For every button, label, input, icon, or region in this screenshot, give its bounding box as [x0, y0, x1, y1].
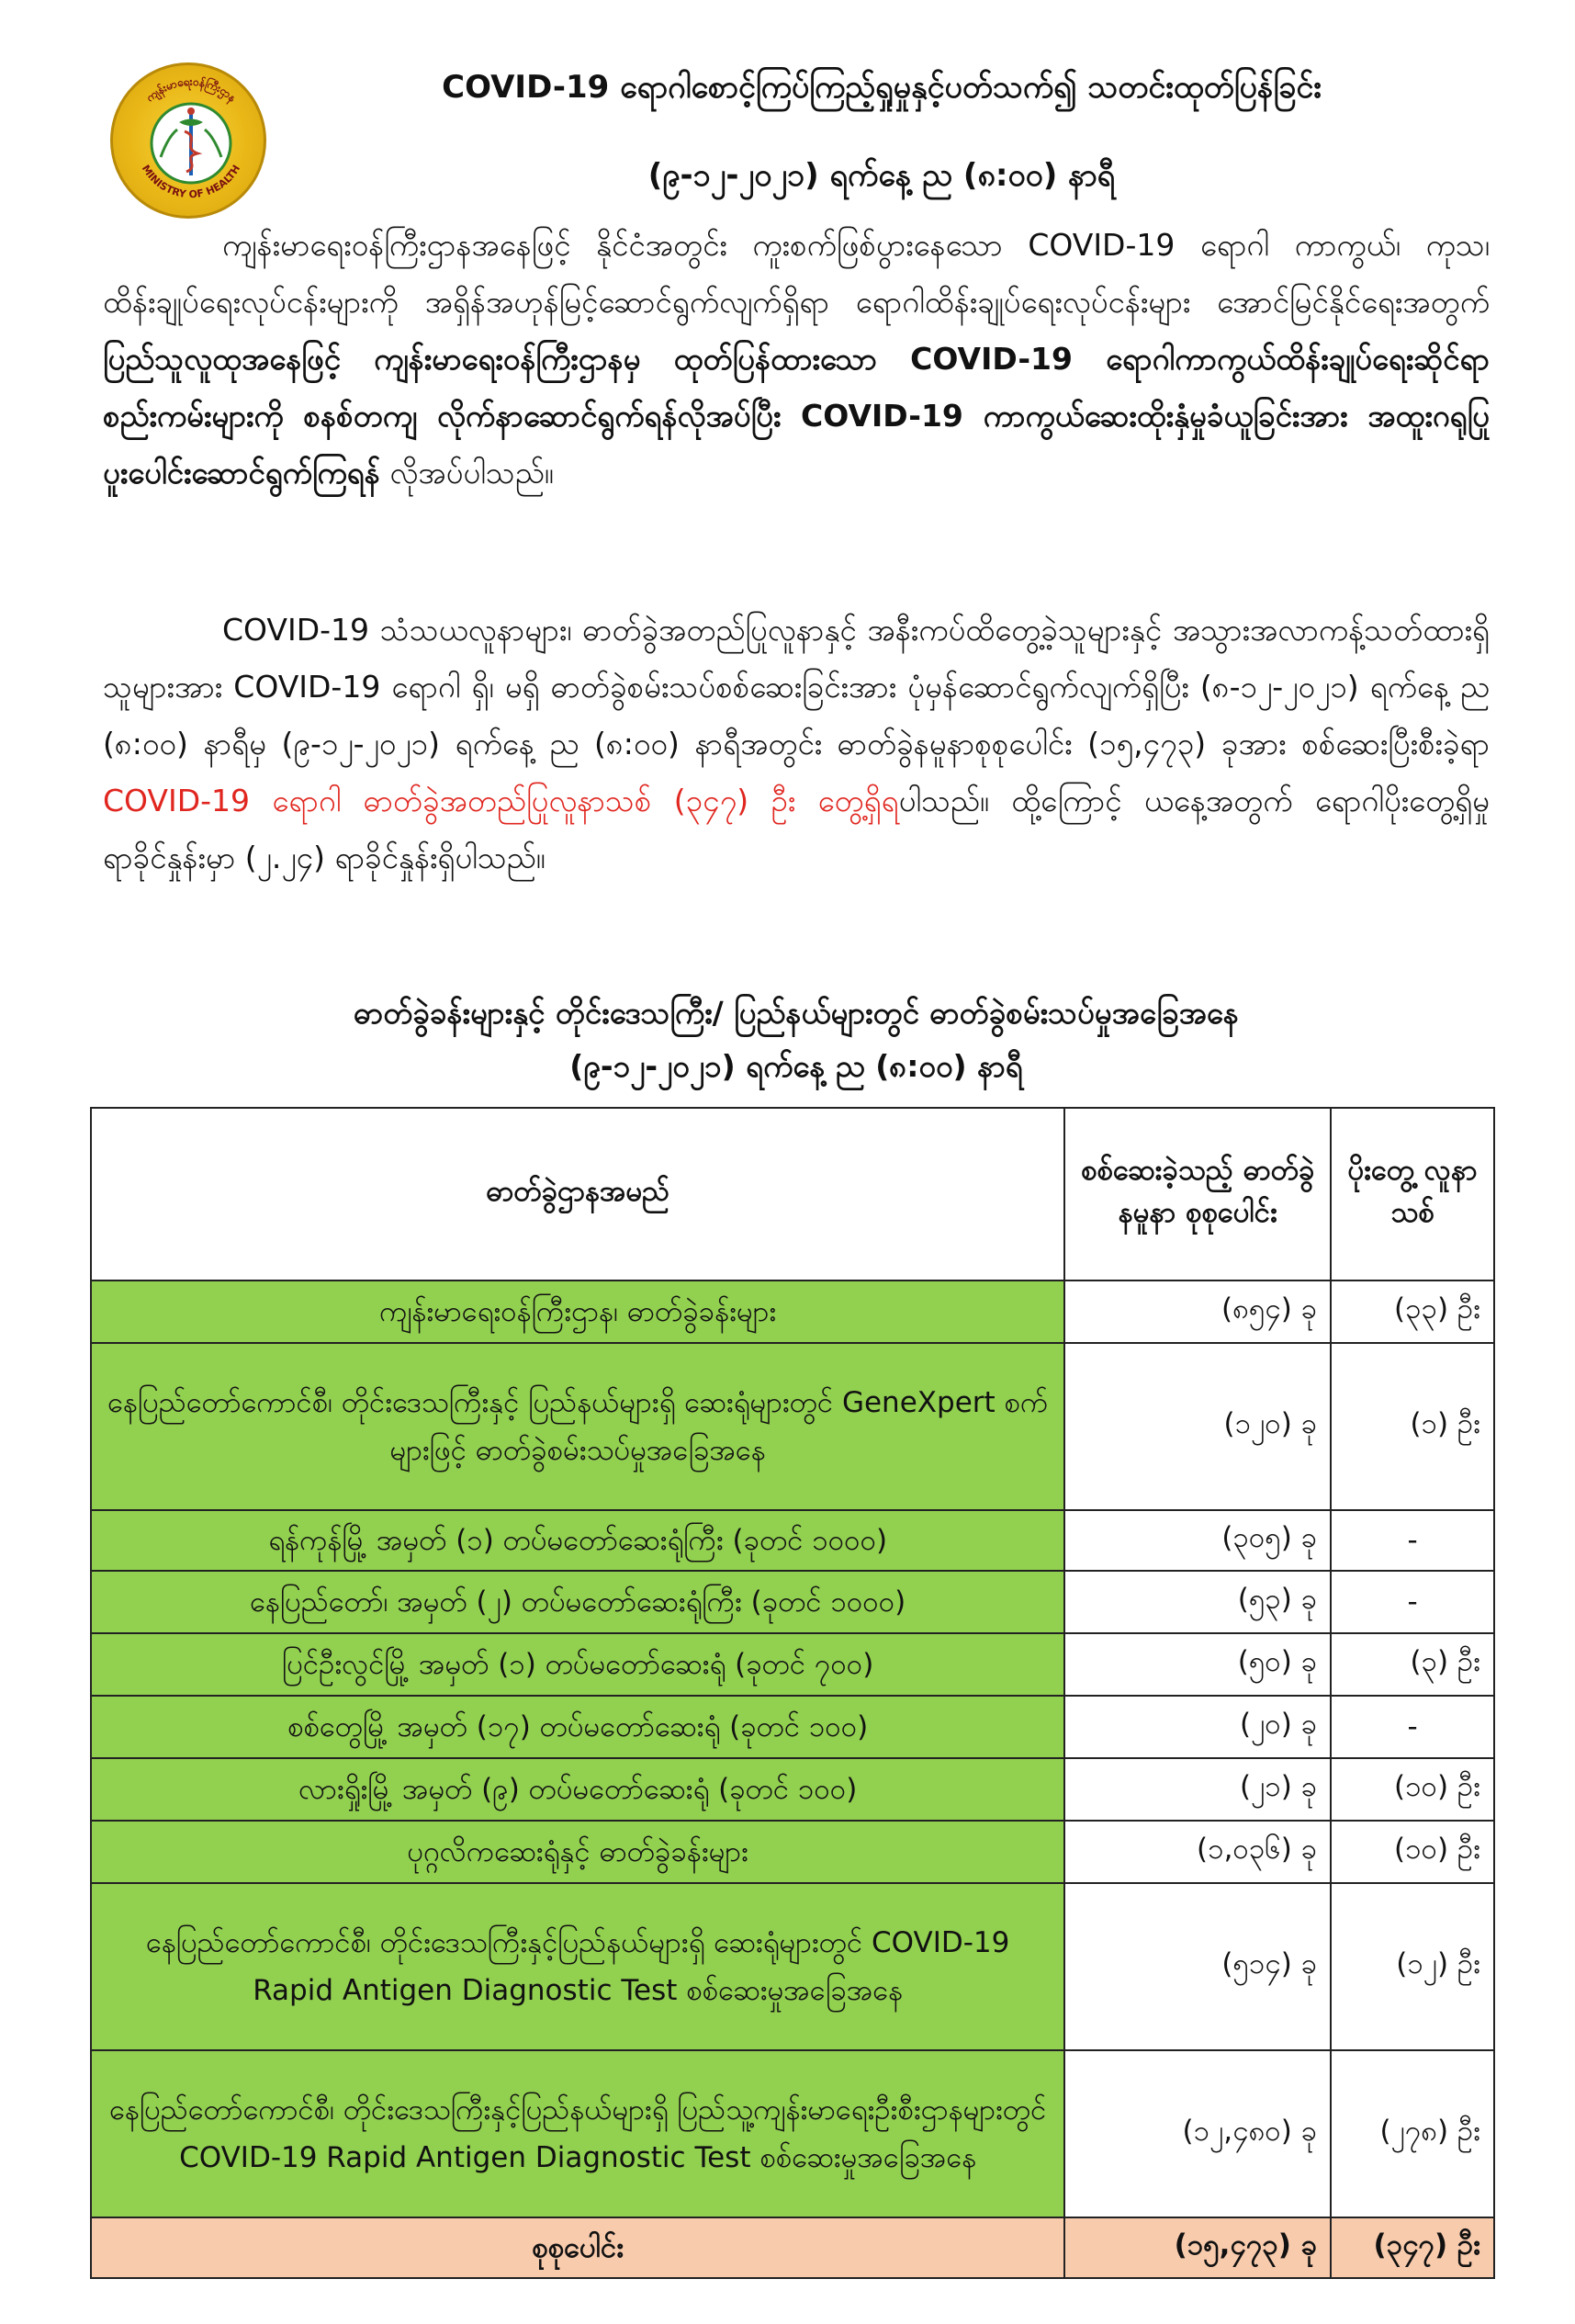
svg-text:ကျန်းမာရေးဝန်ကြီးဌာန: [143, 74, 239, 107]
positive-cell: (၃) ဦး: [1331, 1633, 1494, 1696]
table-date: (၉-၁၂-၂၀၂၁) ရက်နေ့ ည (၈:၀၀) နာရီ: [569, 1048, 1023, 1084]
paragraph-testing-text: COVID-19 သံသယလူနာများ၊ ဓာတ်ခွဲအတည်ပြုလူနာနှင့် အနီးကပ်ထိတွေ့ခဲ့သူများနှင့် အသွားအလာကန့်သတ်ထားရှိသူများအား COVID-19 ရောဂါ ရှိ၊ မရှိ ဓာတ်ခွဲစမ်းသပ်စစ်ဆေးခြင်းအား ပုံမှန်ဆောင်ရွက်လျက်ရှိပြီး (၈-၁၂-၂၀၂၁) ရက်နေ့ ည (၈:၀၀) နာရီမှ (၉-၁၂-၂၀၂၁) ရက်နေ့ ည (၈:၀၀) နာရီအတွင်း ဓာတ်ခွဲနမူနာစုစုပေါင်း (၁၅,၄၇၃) ခုအား စစ်ဆေးပြီးစီးခဲ့ရာ: [103, 612, 1490, 762]
lab-testing-table: [90, 1107, 1495, 2279]
lab-name-cell: ပြင်ဦးလွင်မြို့ အမှတ် (၁) တပ်မတော်ဆေးရုံ (ခုတင် ၇၀၀): [91, 1633, 1064, 1696]
lab-name-cell: ရန်ကုန်မြို့ အမှတ် (၁) တပ်မတော်ဆေးရုံကြီး (ခုတင် ၁၀၀၀): [91, 1510, 1064, 1571]
total-label-cell: စုစုပေါင်း: [91, 2217, 1064, 2278]
samples-cell: (၂၀) ခု: [1064, 1696, 1331, 1758]
positive-cell: (၁) ဦး: [1331, 1343, 1494, 1510]
paragraph-intro-bold: ပြည်သူလူထုအနေဖြင့် ကျန်းမာရေးဝန်ကြီးဌာနမှ ထုတ်ပြန်ထားသော COVID-19 ရောဂါကာကွယ်ထိန်းချုပ်ရေးဆိုင်ရာစည်းကမ်းများကို စနစ်တကျ လိုက်နာဆောင်ရွက်ရန်လိုအပ်ပြီး COVID-19 ကာကွယ်ဆေးထိုးနှံမှုခံယူခြင်းအား အထူးဂရုပြု ပူးပေါင်းဆောင်ရွက်ကြရန်: [103, 341, 1490, 491]
positive-cell: (၂၇၈) ဦး: [1331, 2050, 1494, 2217]
table-row: [91, 2050, 1494, 2217]
paragraph-intro: [103, 217, 1490, 502]
ministry-of-health-logo: [110, 62, 266, 219]
table-row: [91, 1633, 1494, 1696]
table-row: [91, 1343, 1494, 1510]
lab-name-cell: နေပြည်တော်ကောင်စီ၊ တိုင်းဒေသကြီးနှင့်ပြည်နယ်များရှိ ဆေးရုံများတွင် COVID-19 Rapid Antigen Diagnostic Test စစ်ဆေးမှုအခြေအနေ: [91, 1883, 1064, 2050]
samples-cell: (၁၂၀) ခု: [1064, 1343, 1331, 1510]
samples-cell: (၃၀၅) ခု: [1064, 1510, 1331, 1571]
table-row: [91, 1821, 1494, 1883]
samples-cell: (၈၅၄) ခု: [1064, 1280, 1331, 1343]
lab-name-cell: စစ်တွေမြို့ အမှတ် (၁၇) တပ်မတော်ဆေးရုံ (ခုတင် ၁၀၀): [91, 1696, 1064, 1758]
total-samples-cell: (၁၅,၄၇၃) ခု: [1064, 2217, 1331, 2278]
positive-cell: (၁၀) ဦး: [1331, 1821, 1494, 1883]
table-row: [91, 1280, 1494, 1343]
paragraph-intro-text: ကျန်းမာရေးဝန်ကြီးဌာနအနေဖြင့် နိုင်ငံအတွင်း ကူးစက်ဖြစ်ပွားနေသော COVID-19 ရောဂါ ကာကွယ်၊ ကုသ၊ ထိန်းချုပ်ရေးလုပ်ငန်းများကို အရှိန်အဟုန်မြင့်ဆောင်ရွက်လျက်ရှိရာ ရောဂါထိန်းချုပ်ရေးလုပ်ငန်းများ အောင်မြင်နိုင်ရေးအတွက်: [103, 227, 1490, 320]
table-title: ဓာတ်ခွဲခန်းများနှင့် တိုင်းဒေသကြီး/ ပြည်နယ်များတွင် ဓာတ်ခွဲစမ်းသပ်မှုအခြေအနေ: [354, 995, 1239, 1031]
page-date: (၉-၁၂-၂၀၂၁) ရက်နေ့ ည (၈:၀၀) နာရီ: [647, 157, 1116, 194]
samples-cell: (၅၀) ခု: [1064, 1633, 1331, 1696]
header-lab-name: ဓာတ်ခွဲဌာနအမည်: [91, 1108, 1064, 1280]
paragraph-intro-end: လိုအပ်ပါသည်။: [379, 455, 554, 491]
positive-cell: -: [1331, 1571, 1494, 1633]
lab-name-cell: ကျန်းမာရေးဝန်ကြီးဌာန၊ ဓာတ်ခွဲခန်းများ: [91, 1280, 1064, 1343]
positive-cell: -: [1331, 1696, 1494, 1758]
positive-cell: (၃၃) ဦး: [1331, 1280, 1494, 1343]
samples-cell: (၂၁) ခု: [1064, 1758, 1331, 1821]
lab-name-cell: နေပြည်တော်ကောင်စီ၊ တိုင်းဒေသကြီးနှင့် ပြည်နယ်များရှိ ဆေးရုံများတွင် GeneXpert စက်များဖြင့် ဓာတ်ခွဲစမ်းသပ်မှုအခြေအနေ: [91, 1343, 1064, 1510]
paragraph-testing-end: ပါသည်။ ထို့ကြောင့် ယနေ့အတွက် ရောဂါပိုးတွေ့ရှိမှု ရာခိုင်နှုန်းမှာ (၂.၂၄) ရာခိုင်နှုန်းရှိပါသည်။: [103, 783, 1490, 875]
logo-text-top: ကျန်းမာရေးဝန်ကြီးဌာန: [143, 74, 239, 105]
header-samples: စစ်ဆေးခဲ့သည့် ဓာတ်ခွဲနမူနာ စုစုပေါင်း: [1064, 1108, 1331, 1280]
logo-text-bottom: MINISTRY OF HEALTH: [139, 163, 243, 201]
table-row: [91, 1696, 1494, 1758]
positive-cell: (၁၀) ဦး: [1331, 1758, 1494, 1821]
samples-cell: (၅၃) ခု: [1064, 1571, 1331, 1633]
new-cases-highlight: COVID-19 ရောဂါ ဓာတ်ခွဲအတည်ပြုလူနာသစ် (၃၄၇) ဦး တွေ့ရှိရ: [103, 783, 899, 818]
caduceus-icon: [113, 65, 269, 221]
table-row: [91, 1883, 1494, 2050]
table-row: [91, 1571, 1494, 1633]
samples-cell: (၁,၀၃၆) ခု: [1064, 1821, 1331, 1883]
lab-name-cell: နေပြည်တော်၊ အမှတ် (၂) တပ်မတော်ဆေးရုံကြီး (ခုတင် ၁၀၀၀): [91, 1571, 1064, 1633]
lab-name-cell: နေပြည်တော်ကောင်စီ၊ တိုင်းဒေသကြီးနှင့်ပြည်နယ်များရှိ ပြည်သူ့ကျန်းမာရေးဦးစီးဌာနများတွင် COVID-19 Rapid Antigen Diagnostic Test စစ်ဆေးမှုအခြေအနေ: [91, 2050, 1064, 2217]
samples-cell: (၅၁၄) ခု: [1064, 1883, 1331, 2050]
lab-name-cell: ပုဂ္ဂလိကဆေးရုံနှင့် ဓာတ်ခွဲခန်းများ: [91, 1821, 1064, 1883]
positive-cell: (၁၂) ဦး: [1331, 1883, 1494, 2050]
total-positive-cell: (၃၄၇) ဦး: [1331, 2217, 1494, 2278]
lab-name-cell: လားရှိုးမြို့ အမှတ် (၉) တပ်မတော်ဆေးရုံ (ခုတင် ၁၀၀): [91, 1758, 1064, 1821]
page-title: COVID-19 ရောဂါစောင့်ကြပ်ကြည့်ရှုမှုနှင့်ပတ်သက်၍ သတင်းထုတ်ပြန်ခြင်း: [442, 69, 1322, 106]
samples-cell: (၁၂,၄၈၀) ခု: [1064, 2050, 1331, 2217]
header-positive: ပိုးတွေ့ လူနာသစ်: [1331, 1108, 1494, 1280]
table-header-row: [91, 1108, 1494, 1280]
table-row: [91, 1510, 1494, 1571]
table-total-row: [91, 2217, 1494, 2278]
positive-cell: -: [1331, 1510, 1494, 1571]
table-row: [91, 1758, 1494, 1821]
paragraph-testing: [103, 602, 1490, 886]
